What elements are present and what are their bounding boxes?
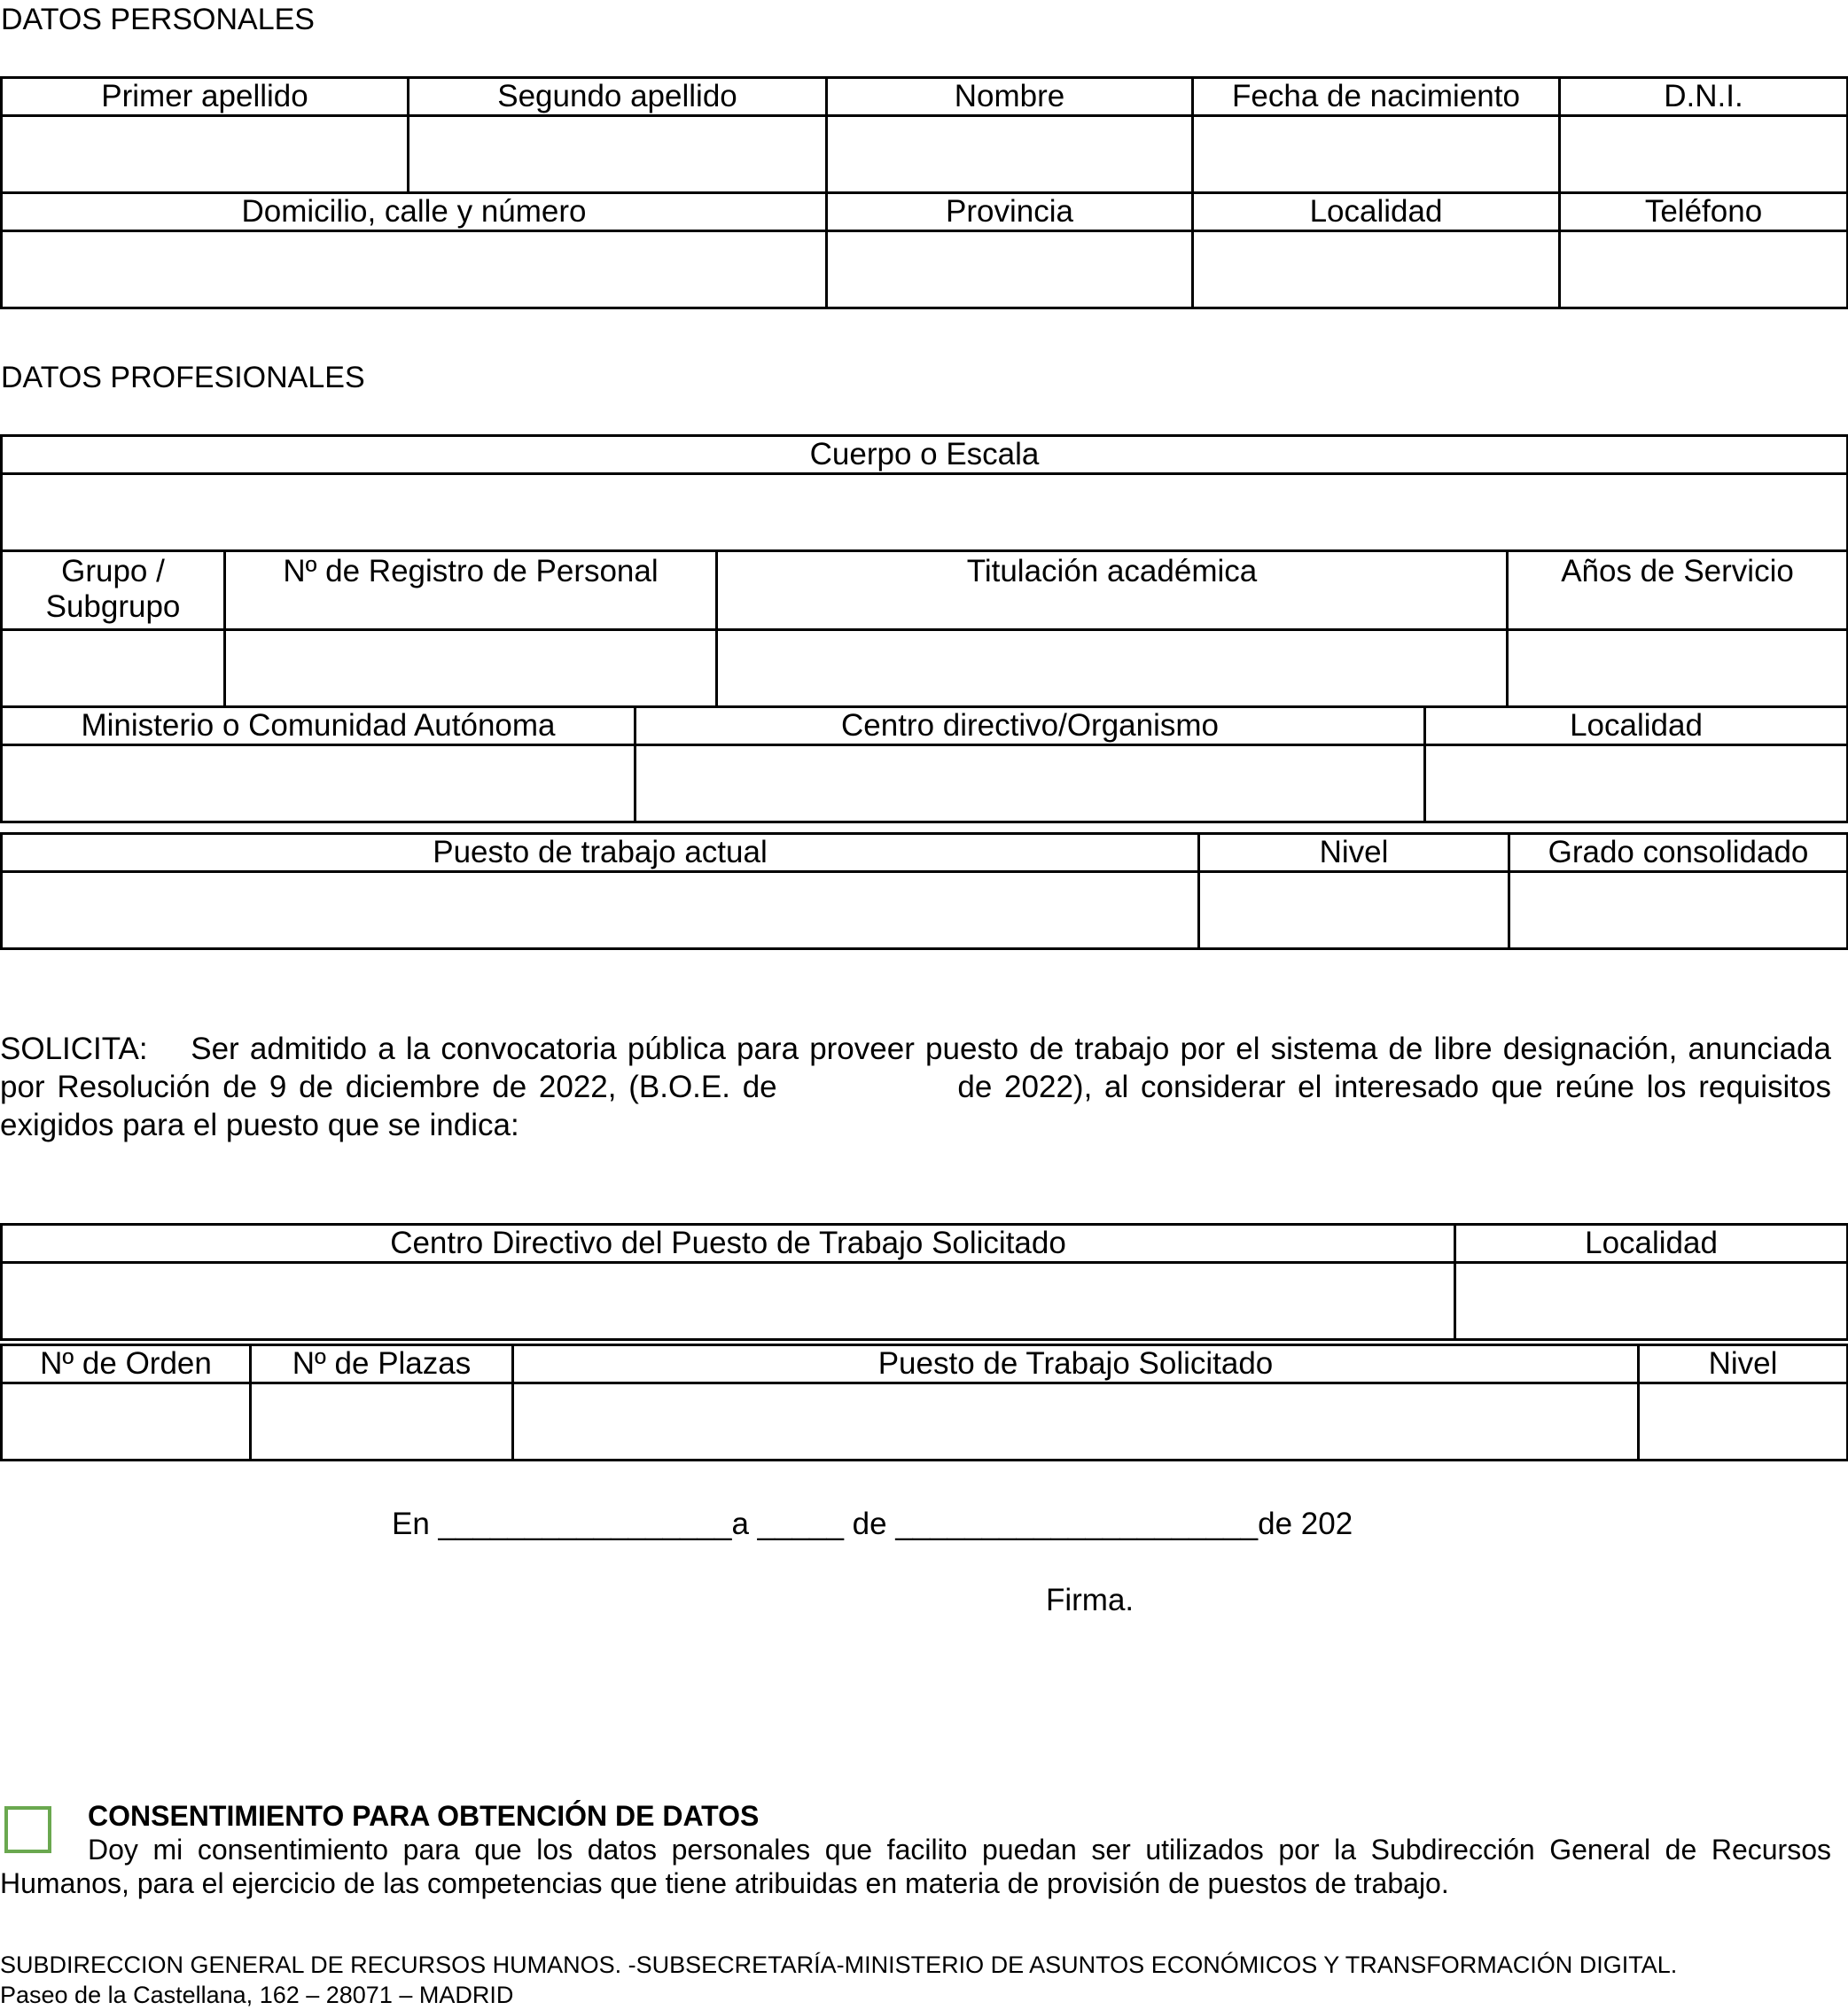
header-grado-consolidado: Grado consolidado — [1509, 834, 1848, 872]
header-fecha-nacimiento: Fecha de nacimiento — [1193, 78, 1560, 116]
header-segundo-apellido: Segundo apellido — [409, 78, 827, 116]
field-domicilio[interactable] — [2, 231, 827, 308]
footer — [0, 1950, 1677, 2010]
header-ministerio: Ministerio o Comunidad Autónoma — [2, 707, 635, 745]
header-registro-personal: Nº de Registro de Personal — [225, 551, 717, 630]
field-numero-orden[interactable] — [2, 1383, 251, 1461]
field-centro-directivo[interactable] — [635, 745, 1425, 822]
solicita-paragraph — [0, 1030, 1831, 1144]
field-centro-directivo-solicitado[interactable] — [2, 1263, 1455, 1340]
header-numero-orden: Nº de Orden — [2, 1345, 251, 1383]
header-centro-directivo: Centro directivo/Organismo — [635, 707, 1425, 745]
field-localidad[interactable] — [1193, 231, 1560, 308]
field-grado-consolidado[interactable] — [1509, 872, 1848, 949]
field-cuerpo-escala[interactable] — [2, 474, 1848, 551]
consent-title: CONSENTIMIENTO PARA OBTENCIÓN DE DATOS — [88, 1800, 760, 1832]
header-primer-apellido: Primer apellido — [2, 78, 409, 116]
header-localidad-solicitado: Localidad — [1455, 1225, 1848, 1263]
header-puesto-actual: Puesto de trabajo actual — [2, 834, 1199, 872]
header-telefono: Teléfono — [1560, 193, 1848, 231]
section-title-datos-personales: DATOS PERSONALES — [1, 3, 315, 36]
puesto-actual-table — [0, 832, 1848, 950]
field-fecha-nacimiento[interactable] — [1193, 116, 1560, 193]
puesto-solicitado-detalle-table — [0, 1344, 1848, 1461]
header-cuerpo-escala: Cuerpo o Escala — [2, 436, 1848, 474]
solicita-label: SOLICITA: — [0, 1032, 148, 1066]
header-numero-plazas: Nº de Plazas — [251, 1345, 513, 1383]
field-grupo-subgrupo[interactable] — [2, 630, 225, 707]
field-primer-apellido[interactable] — [2, 116, 409, 193]
field-localidad-profesional[interactable] — [1425, 745, 1848, 822]
footer-line-1: SUBDIRECCION GENERAL DE RECURSOS HUMANOS. -SUBSECRETARÍA-MINISTERIO DE ASUNTOS ECONÓMICOS Y TRANSFORMACIÓN DIGITAL. — [0, 1952, 1678, 1978]
field-segundo-apellido[interactable] — [409, 116, 827, 193]
header-titulacion: Titulación académica — [717, 551, 1508, 630]
field-nivel-actual[interactable] — [1199, 872, 1509, 949]
header-anos-servicio: Años de Servicio — [1508, 551, 1848, 630]
date-place-line[interactable]: En _________________a _____ de _____________________de 202 — [392, 1507, 1353, 1541]
field-nivel-solicitado[interactable] — [1639, 1383, 1848, 1461]
header-nombre: Nombre — [827, 78, 1193, 116]
field-localidad-solicitado[interactable] — [1455, 1263, 1848, 1340]
field-dni[interactable] — [1560, 116, 1848, 193]
datos-profesionales-table — [0, 434, 1848, 823]
field-ministerio[interactable] — [2, 745, 635, 822]
header-dni: D.N.I. — [1560, 78, 1848, 116]
field-registro-personal[interactable] — [225, 630, 717, 707]
header-centro-directivo-solicitado: Centro Directivo del Puesto de Trabajo Solicitado — [2, 1225, 1455, 1263]
header-nivel-actual: Nivel — [1199, 834, 1509, 872]
header-grupo-subgrupo: Grupo / Subgrupo — [2, 551, 225, 630]
header-puesto-solicitado: Puesto de Trabajo Solicitado — [513, 1345, 1639, 1383]
solicita-text-part2: de 2022), al considerar el interesado que reúne los requisitos exigidos para el puesto que se indica: — [0, 1070, 1832, 1142]
field-numero-plazas[interactable] — [251, 1383, 513, 1461]
field-puesto-actual[interactable] — [2, 872, 1199, 949]
field-provincia[interactable] — [827, 231, 1193, 308]
field-telefono[interactable] — [1560, 231, 1848, 308]
header-nivel-solicitado: Nivel — [1639, 1345, 1848, 1383]
consent-text: Doy mi consentimiento para que los datos personales que facilito puedan ser utilizados por la Subdirección General de Recursos Humanos, para el ejercicio de las competencias que tiene atribuidas en materia de provisión de puestos de trabajo. — [0, 1834, 1831, 1899]
header-provincia: Provincia — [827, 193, 1193, 231]
header-domicilio: Domicilio, calle y número — [2, 193, 827, 231]
field-anos-servicio[interactable] — [1508, 630, 1848, 707]
field-titulacion[interactable] — [717, 630, 1508, 707]
section-title-datos-profesionales: DATOS PROFESIONALES — [1, 361, 365, 394]
solicita-text-part1: Ser admitido a la convocatoria pública para proveer puesto de trabajo por el sistema de libre designación, anunciada por Resolución de 9 de diciembre de 2022, (B.O.E. de — [0, 1032, 1831, 1104]
firma-label: Firma. — [1046, 1583, 1135, 1617]
datos-personales-table — [0, 76, 1848, 309]
puesto-solicitado-table — [0, 1223, 1848, 1341]
header-localidad-profesional: Localidad — [1425, 707, 1848, 745]
field-nombre[interactable] — [827, 116, 1193, 193]
footer-line-2: Paseo de la Castellana, 162 – 28071 – MADRID — [0, 1982, 514, 2008]
field-puesto-solicitado[interactable] — [513, 1383, 1639, 1461]
header-localidad: Localidad — [1193, 193, 1560, 231]
